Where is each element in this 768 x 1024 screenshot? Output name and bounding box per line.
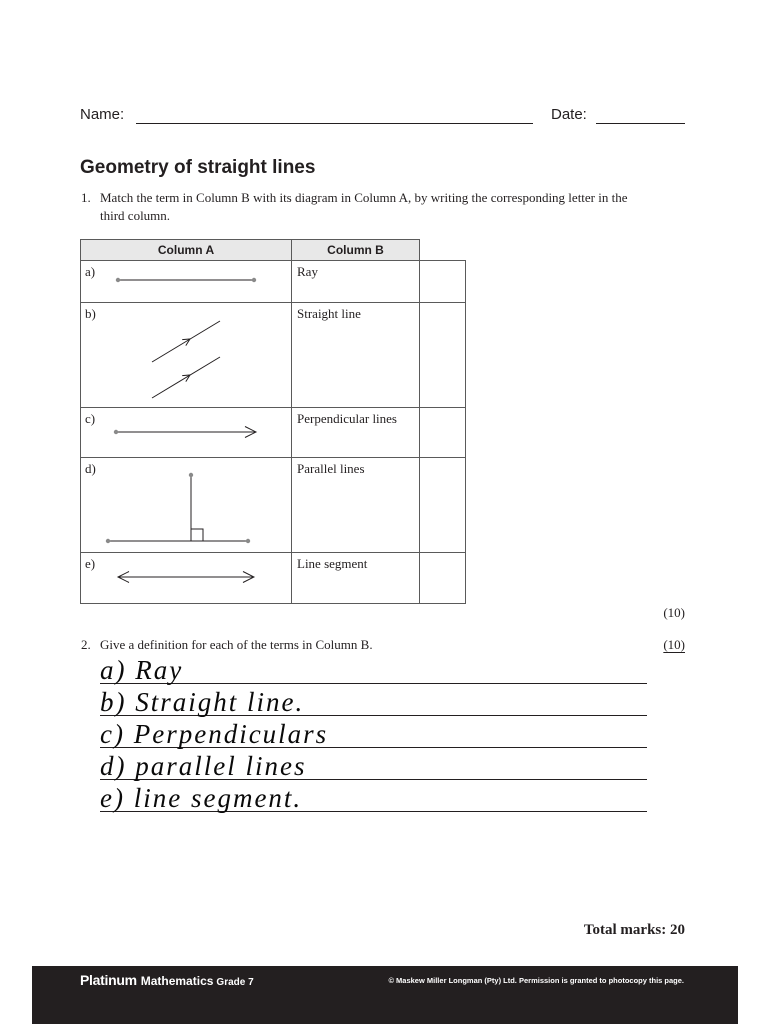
footer-subject: Mathematics [140,974,214,988]
answer-cell [419,302,466,408]
footer-grade: Grade 7 [216,977,254,988]
row-label: e) [85,556,96,571]
answer-cell [419,407,466,458]
term-label: Straight line [297,306,361,321]
line-segment-diagram [80,260,292,303]
endpoint-dot [189,473,193,477]
parallel-lines-diagram [80,302,292,408]
table-row-a-diagram-cell [80,260,292,303]
date-label: Date: [551,106,587,123]
table-row-c-term-cell [291,407,420,458]
straight-line-diagram [80,552,292,604]
handwritten-answer-c: c) Perpendiculars [100,719,329,749]
endpoint-dot [106,539,110,543]
term-label: Ray [297,264,318,279]
table-row-d-diagram-cell [80,457,292,553]
arrow-mark-icon [182,339,190,346]
date-field-line [596,123,685,124]
endpoint-dot [116,278,120,282]
handwritten-answer-d: d) parallel lines [100,751,307,781]
column-b-header: Column B [291,239,420,261]
page-footer [32,966,738,1024]
handwritten-answer-a: a) Ray [100,655,184,685]
row-label: b) [85,306,96,321]
arrow-mark-icon [182,375,190,382]
table-row-c-diagram-cell [80,407,292,458]
ray-diagram [80,407,292,458]
page-title: Geometry of straight lines [80,157,316,178]
question-1-text-line-2: third column. [100,208,171,223]
table-row-b-term-cell [291,302,420,408]
question-2-text: Give a definition for each of the terms in Column B. [100,637,373,652]
question-1-marks: (10) [663,605,685,620]
footer-brand [80,972,254,990]
name-label: Name: [80,106,125,123]
answer-cell [419,260,466,303]
question-2-marks: (10) [663,637,685,652]
row-label: c) [85,411,96,426]
handwritten-answer-e: e) line segment. [100,783,303,813]
answer-cell [419,457,466,553]
table-row-b-diagram-cell [80,302,292,408]
row-label: a) [85,264,96,279]
question-1-text-line-1: Match the term in Column B with its diagram in Column A, by writing the corresponding letter in the [100,190,628,205]
right-angle-icon [191,529,203,541]
table-row-e-term-cell [291,552,420,604]
parallel-line [152,357,220,398]
term-label: Parallel lines [297,461,365,476]
perpendicular-lines-diagram [80,457,292,553]
endpoint-dot [252,278,256,282]
question-1-number: 1. [81,190,91,205]
term-label: Perpendicular lines [297,411,397,426]
term-label: Line segment [297,556,368,571]
footer-copyright: © Maskew Miller Longman (Pty) Ltd. Permission is granted to photocopy this page. [388,976,684,985]
total-marks: Total marks: 20 [583,922,685,938]
handwritten-answer-b: b) Straight line. [100,687,305,717]
row-label: d) [85,461,96,476]
question-2-number: 2. [81,637,91,652]
table-row-e-diagram-cell [80,552,292,604]
answer-cell [419,552,466,604]
table-row-d-term-cell [291,457,420,553]
column-a-header: Column A [80,239,292,261]
endpoint-dot [246,539,250,543]
name-field-line [136,123,533,124]
platinum-logo: Platinum [80,972,137,988]
table-row-a-term-cell [291,260,420,303]
endpoint-dot [114,430,118,434]
parallel-line [152,321,220,362]
